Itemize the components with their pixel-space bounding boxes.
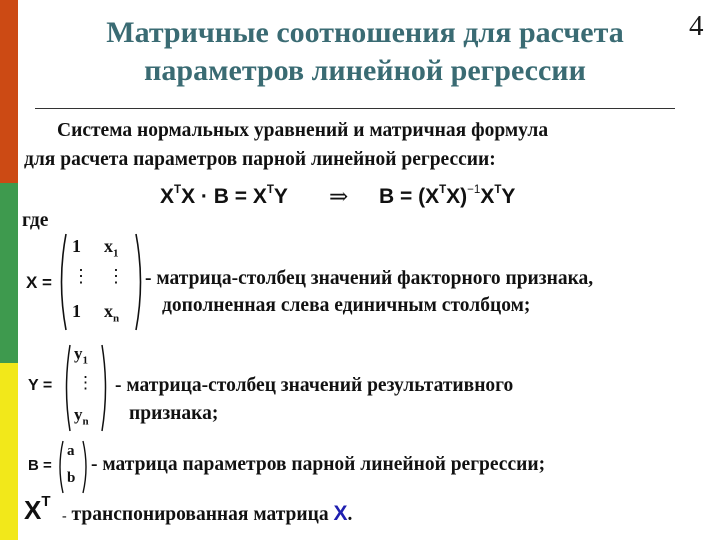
xt-desc xyxy=(62,502,352,526)
intro-line-1: Система нормальных уравнений и матричная формула xyxy=(57,120,549,141)
x-desc-line-1: - матрица-столбец значений факторного признака, xyxy=(145,268,594,289)
xt-desc-period: . xyxy=(347,504,353,525)
implies-symbol: ⇒ xyxy=(329,184,349,209)
where-label: где xyxy=(22,210,49,231)
rhs-y: Y xyxy=(501,185,516,208)
band-top xyxy=(0,0,18,183)
b-desc: - матрица параметров парной линейной регрессии; xyxy=(91,454,546,475)
b-matrix-a: a xyxy=(67,443,75,459)
main-formula-lhs xyxy=(160,185,288,209)
lhs-y: Y xyxy=(273,185,288,208)
rhs-start: B = (X xyxy=(379,185,440,208)
x-matrix-r3c1: 1 xyxy=(72,301,81,321)
y-matrix-r2: ⋮ xyxy=(77,373,94,392)
y-matrix-r3: $y_n$ xyxy=(74,405,89,428)
slide-title xyxy=(40,14,690,90)
x-matrix-r1c1: 1 xyxy=(72,236,81,256)
xt-desc-symbol: X xyxy=(333,502,348,525)
y-matrix-eq: Y = xyxy=(28,377,53,394)
rhs-t: T xyxy=(439,183,447,196)
intro-line-2: для расчета параметров парной линейной регрессии: xyxy=(24,149,496,170)
rhs-t2: T xyxy=(494,183,502,196)
lhs-rest: X · B = X xyxy=(181,185,267,208)
xt-t: T xyxy=(41,493,51,511)
band-bottom xyxy=(0,363,18,540)
b-matrix-b: b xyxy=(67,470,76,486)
xt-symbol xyxy=(24,495,51,526)
xt-desc-text: транспонированная матрица xyxy=(71,504,329,525)
y-desc-line-2: признака; xyxy=(129,403,219,424)
rhs-x: X xyxy=(480,185,495,208)
x-desc-line-2: дополненная слева единичным столбцом; xyxy=(162,295,531,316)
xt-desc-dash: - xyxy=(62,509,67,524)
title-line-2: параметров линейной регрессии xyxy=(144,54,586,87)
lhs-t: T xyxy=(174,183,182,196)
lhs-x: X xyxy=(160,185,175,208)
title-line-1: Матричные соотношения для расчета xyxy=(106,16,624,49)
title-underline xyxy=(35,108,675,109)
lhs-t2: T xyxy=(266,183,274,196)
rhs-mid: X) xyxy=(446,185,468,208)
y-desc-line-1: - матрица-столбец значений результативного xyxy=(115,375,514,396)
page-number: 4 xyxy=(689,10,704,42)
x-matrix-eq: X = xyxy=(26,273,52,292)
x-matrix-r3c2: $x_n$ xyxy=(104,301,120,325)
x-matrix-brackets xyxy=(56,232,146,332)
x-matrix-r1c2: $x_1$ xyxy=(104,236,119,260)
y-matrix-r1: $y_1$ xyxy=(74,344,88,367)
band-middle xyxy=(0,183,18,363)
x-matrix-r2c2: ⋮ xyxy=(107,266,125,286)
rhs-inverse: −1 xyxy=(467,183,481,196)
main-formula-rhs xyxy=(379,185,515,209)
x-matrix-r2c1: ⋮ xyxy=(72,266,90,286)
b-matrix-eq: B = xyxy=(28,457,52,474)
xt-x: X xyxy=(24,495,42,525)
